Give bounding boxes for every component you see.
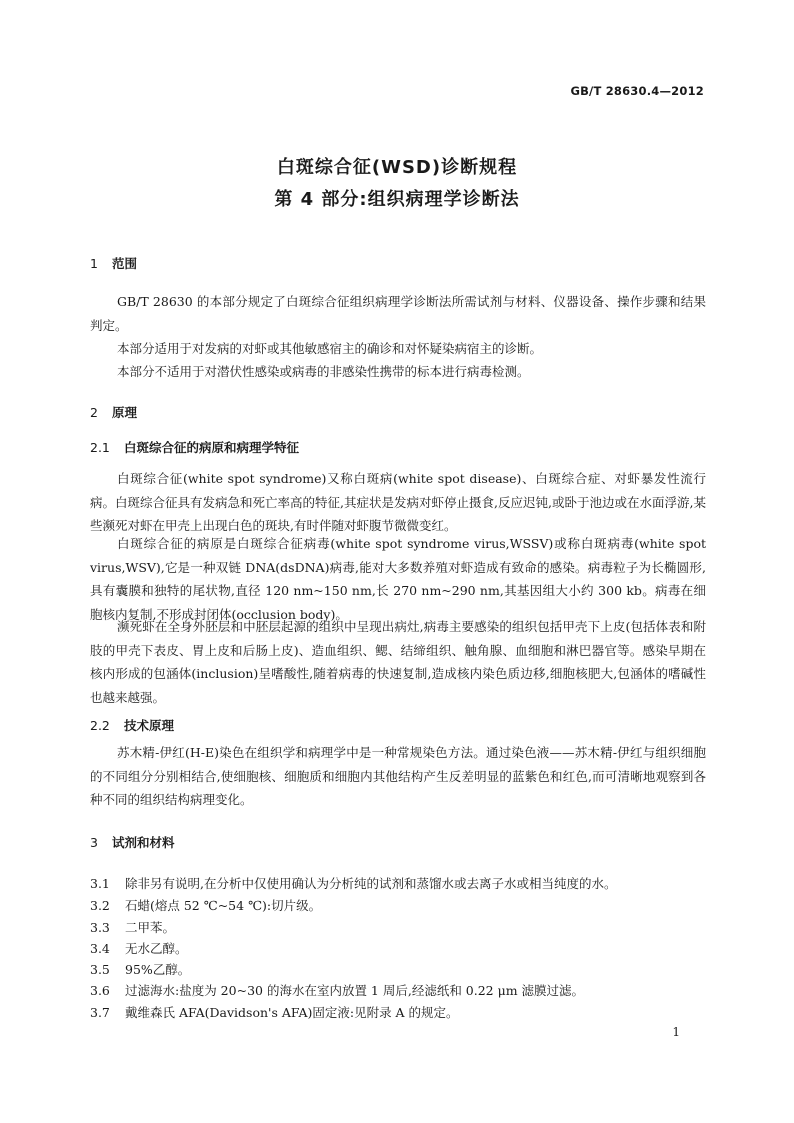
document-title: 白斑综合征(WSD)诊断规程	[276, 157, 518, 178]
standard-code: GB/T 28630.4—2012	[570, 84, 704, 98]
item-text: 二甲苯。	[125, 920, 176, 935]
section-title: 试剂和材料	[112, 835, 175, 850]
item-number: 3.5	[90, 962, 110, 977]
section-number: 2	[90, 405, 98, 420]
item-number: 3.4	[90, 941, 110, 956]
paragraph: 濒死虾在全身外胚层和中胚层起源的组织中呈现出病灶,病毒主要感染的组织包括甲壳下上皮(包括体表和附肢的甲壳下表皮、胃上皮和后肠上皮)、造血组织、鳃、结缔组织、触角腺、血细胞和淋巴器官等。感染早期在核内形成的包涵体(inclusion)呈嗜酸性,随着病毒的快速复制,造成核内染色质边移,细胞核肥大,包涵体的嗜碱性也越来越强。	[90, 619, 706, 705]
section-title: 范围	[112, 256, 138, 271]
item-text: 过滤海水:盐度为 20~30 的海水在室内放置 1 周后,经滤纸和 0.22 μm 滤膜过滤。	[125, 983, 585, 998]
subsection-title: 技术原理	[124, 718, 175, 733]
subsection-heading-technique	[90, 716, 174, 734]
list-item	[90, 874, 706, 892]
section-heading-principle	[90, 403, 137, 421]
subsection-number: 2.1	[90, 440, 110, 455]
paragraph: GB/T 28630 的本部分规定了白斑综合征组织病理学诊断法所需试剂与材料、仪器设备、操作步骤和结果判定。	[90, 294, 706, 333]
list-item	[90, 981, 706, 999]
item-text: 戴维森氏 AFA(Davidson's AFA)固定液:见附录 A 的规定。	[125, 1005, 459, 1020]
item-text: 无水乙醇。	[125, 941, 188, 956]
item-number: 3.6	[90, 983, 110, 998]
list-item	[90, 960, 706, 978]
paragraph: 白斑综合征(white spot syndrome)又称白斑病(white spot disease)、白斑综合症、对虾暴发性流行病。白斑综合征具有发病急和死亡率高的特征,其症状是发病对虾停止摄食,反应迟钝,或卧于池边或在水面浮游,某些濒死对虾在甲壳上出现白色的斑块,有时伴随对虾腹节微微变红。	[90, 471, 706, 534]
section-title: 原理	[112, 405, 138, 420]
section-number: 1	[90, 256, 98, 271]
document-subtitle: 第 4 部分:组织病理学诊断法	[274, 189, 520, 210]
subsection-heading-pathogen	[90, 438, 299, 456]
list-item	[90, 939, 706, 957]
section-heading-reagents	[90, 833, 175, 851]
item-text: 95%乙醇。	[125, 962, 191, 977]
paragraph: 本部分适用于对发病的对虾或其他敏感宿主的确诊和对怀疑染病宿主的诊断。	[117, 341, 543, 356]
page-number: 1	[672, 1025, 680, 1039]
item-text: 除非另有说明,在分析中仅使用确认为分析纯的试剂和蒸馏水或去离子水或相当纯度的水。	[125, 876, 617, 891]
list-item	[90, 1003, 706, 1021]
section-heading-scope	[90, 254, 137, 272]
section-number: 3	[90, 835, 98, 850]
list-item	[90, 896, 706, 914]
subsection-title: 白斑综合征的病原和病理学特征	[124, 440, 300, 455]
item-number: 3.2	[90, 898, 110, 913]
item-text: 石蜡(熔点 52 ℃~54 ℃):切片级。	[125, 898, 322, 913]
paragraph: 苏木精-伊红(H-E)染色在组织学和病理学中是一种常规染色方法。通过染色液——苏木精-伊红与组织细胞的不同组分分别相结合,使细胞核、细胞质和细胞内其他结构产生反差明显的蓝紫色和红色,而可清晰地观察到各种不同的组织结构病理变化。	[90, 745, 706, 808]
list-item	[90, 918, 706, 936]
item-number: 3.1	[90, 876, 110, 891]
paragraph: 白斑综合征的病原是白斑综合征病毒(white spot syndrome virus,WSSV)或称白斑病毒(white spot virus,WSV),它是一种双链 DNA(dsDNA)病毒,能对大多数养殖对虾造成有致命的感染。病毒粒子为长椭圆形,具有囊膜和独特的尾状物,直径 120 nm~150 nm,长 270 nm~290 nm,其基因组大小约 300 kb。病毒在细胞核内复制,不形成封闭体(occlusion body)。	[90, 536, 706, 622]
item-number: 3.3	[90, 920, 110, 935]
item-number: 3.7	[90, 1005, 110, 1020]
paragraph: 本部分不适用于对潜伏性感染或病毒的非感染性携带的标本进行病毒检测。	[117, 364, 530, 379]
subsection-number: 2.2	[90, 718, 110, 733]
